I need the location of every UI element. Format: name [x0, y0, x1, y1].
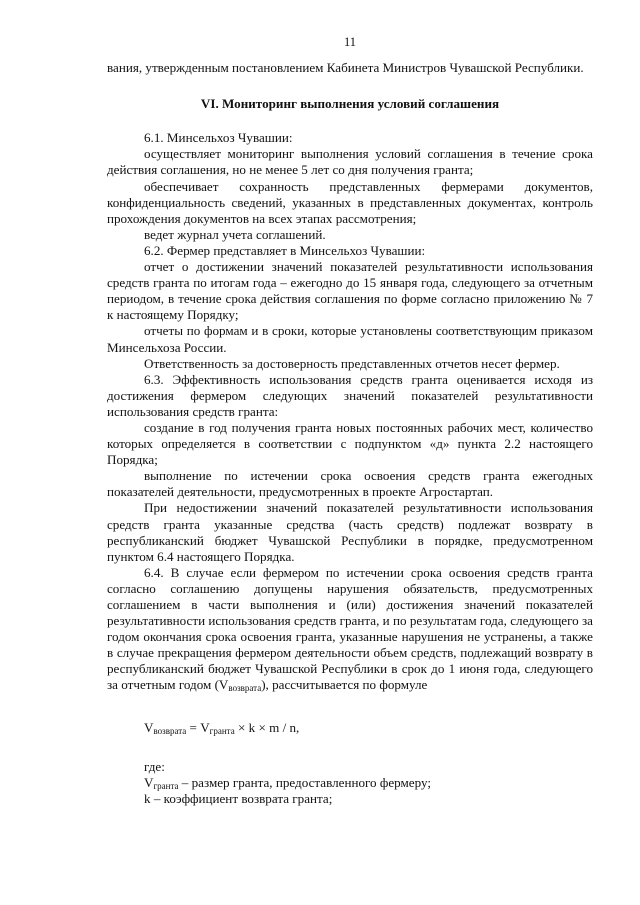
paragraph-6-3-b: выполнение по истечении срока освоения средств гранта ежегодных показателей деятельности, предусмотренных в проекте Агростартап.: [107, 468, 593, 500]
formula-sub-vozvrata: возврата: [153, 725, 187, 736]
section-heading: VI. Мониторинг выполнения условий соглашения: [200, 96, 500, 112]
definition-k: k – коэффициент возврата гранта;: [144, 790, 333, 806]
paragraph-6-4: [107, 565, 593, 694]
subscript-vozvrata: возврата: [228, 683, 262, 694]
paragraph-6-3-c: При недостижении значений показателей результативности использования средств гранта указанные средства (часть средств) подлежат возврату в республиканский бюджет Чувашской Республики в порядке, предусмотренном пунктом 6.4 настоящего Порядка.: [107, 500, 593, 564]
formula-eq-v: = V: [186, 719, 210, 735]
paragraph-6-1-a: осуществляет мониторинг выполнения условий соглашения в течение срока действия соглашения, но не менее 5 лет со дня получения гранта;: [107, 146, 593, 178]
paragraph-6-2-b: отчеты по формам и в сроки, которые установлены соответствующим приказом Минсельхоза России.: [107, 323, 593, 355]
page-number: 11: [343, 35, 357, 49]
formula-v: V: [144, 719, 154, 735]
intro-paragraph: вания, утвержденным постановлением Кабинета Министров Чувашской Республики.: [107, 60, 584, 76]
formula-sub-granta: гранта: [209, 725, 235, 736]
paragraph-6-4-text: 6.4. В случае если фермером по истечении срока освоения средств гранта согласно соглашению допущены нарушения обязательств, предусмотренных соглашением в части выполнения и (или) достижения значений показателей результативности использования средств гранта, и по результатам года, следующего за годом окончания срока освоения гранта, указанные нарушения не устранены, а также в случае прекращения фермером деятельности объем средств, подлежащий возврату в республиканский бюджет Чувашской Республики в срок до 1 июня года, следующего за отчетным годом (V: [107, 564, 593, 693]
paragraph-6-1: 6.1. Минсельхоз Чувашии:: [144, 130, 293, 146]
formula: [107, 720, 593, 736]
paragraph-6-1-c: ведет журнал учета соглашений.: [144, 226, 326, 242]
paragraph-6-2: 6.2. Фермер представляет в Минсельхоз Чувашии:: [144, 242, 426, 258]
paragraph-6-3-a: создание в год получения гранта новых постоянных рабочих мест, количество которых определяется в соответствии с подпунктом «д» пункта 2.2 настоящего Порядка;: [107, 419, 593, 468]
where-label: где:: [144, 758, 165, 774]
def-text: – размер гранта, предоставленного фермеру;: [178, 774, 431, 790]
definition-v-granta: [107, 775, 593, 791]
paragraph-6-3: 6.3. Эффективность использования средств гранта оценивается исходя из достижения фермером следующих значений показателей результативности использования средств гранта:: [107, 371, 593, 419]
paragraph-6-2-a: отчет о достижении значений показателей результативности использования средств гранта по итогам года – ежегодно до 15 января года, следующего за отчетным периодом, в течение срока действия соглашения по форме согласно приложению № 7 к настоящему Порядку;: [107, 259, 593, 323]
paragraph-6-1-b: обеспечивает сохранность представленных фермерами документов, конфиденциальность сведений, указанных в представленных документах, контроль прохождения документов на всех этапах рассмотрения;: [107, 178, 593, 226]
paragraph-6-2-c: Ответственность за достоверность представленных отчетов несет фермер.: [144, 355, 560, 371]
def-v: V: [144, 774, 154, 790]
formula-rest: × k × m / n,: [234, 719, 300, 735]
def-sub-granta: гранта: [153, 780, 179, 791]
document-page: [107, 34, 593, 807]
paragraph-6-4-tail: ), рассчитывается по формуле: [261, 677, 428, 693]
